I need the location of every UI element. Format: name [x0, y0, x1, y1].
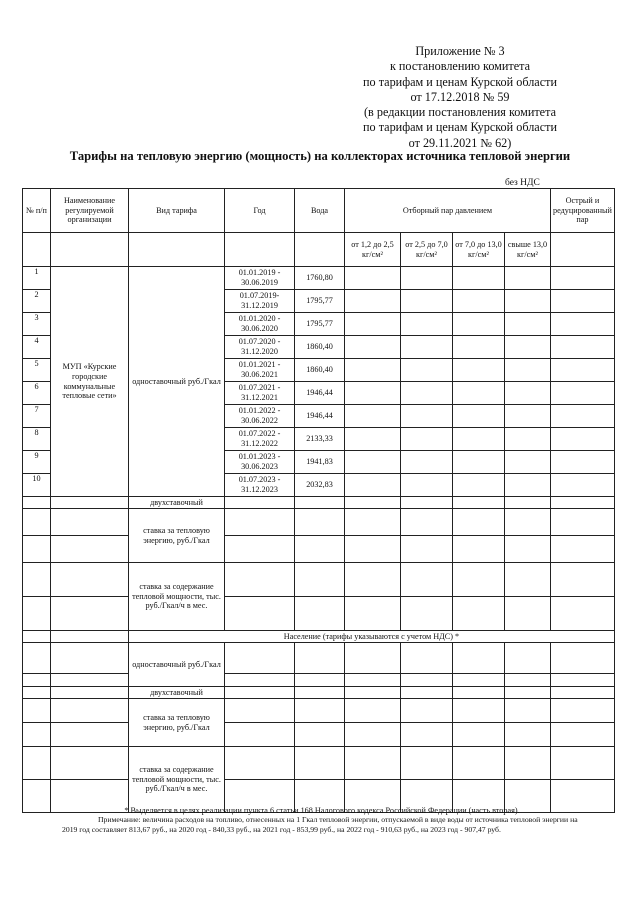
- header-line: по тарифам и ценам Курской области: [363, 120, 557, 135]
- row-water: 1941,83: [295, 451, 345, 474]
- organization-name: МУП «Курские городские коммунальные тепловые сети»: [51, 267, 129, 497]
- tariff-table: [22, 188, 615, 813]
- header-line: Приложение № 3: [415, 44, 505, 58]
- row-period: 01.01.2019 - 30.06.2019: [225, 267, 295, 290]
- document-title: Тарифы на тепловую энергию (мощность) на коллекторах источника тепловой энергии: [69, 149, 571, 163]
- row-water: 1946,44: [295, 405, 345, 428]
- col-header-steam-4: свыше 13,0 кг/см²: [505, 233, 551, 267]
- col-header-steam-1: от 1,2 до 2,5 кг/см²: [345, 233, 401, 267]
- appendix-header: [330, 44, 590, 151]
- pop-rate-energy: ставка за тепловую энергию, руб./Гкал: [129, 699, 225, 747]
- row-water: 1795,77: [295, 290, 345, 313]
- footnotes: [62, 806, 582, 834]
- rate-capacity: ставка за содержание тепловой мощности, тыс. руб./Гкал/ч в мес.: [129, 563, 225, 631]
- row-period: 01.07.2022 - 31.12.2022: [225, 428, 295, 451]
- row-number: 8: [23, 428, 51, 451]
- row-water: 2133,33: [295, 428, 345, 451]
- col-header-steam: Отборный пар давлением: [345, 189, 551, 233]
- col-header-sharp-steam: Острый и редуцированный пар: [551, 189, 615, 233]
- col-header-organization: Наименование регулируемой организации: [51, 189, 129, 233]
- row-number: 6: [23, 382, 51, 405]
- row-number: 4: [23, 336, 51, 359]
- row-number: 2: [23, 290, 51, 313]
- row-number: 9: [23, 451, 51, 474]
- header-line: от 17.12.2018 № 59: [410, 89, 510, 104]
- row-period: 01.01.2022 - 30.06.2022: [225, 405, 295, 428]
- row-water: 1760,80: [295, 267, 345, 290]
- row-water: 1860,40: [295, 336, 345, 359]
- col-header-year: Год: [225, 189, 295, 233]
- row-period: 01.01.2020 - 30.06.2020: [225, 313, 295, 336]
- tariff-single: одноставочный руб./Гкал: [129, 267, 225, 497]
- row-period: 01.01.2021 - 30.06.2021: [225, 359, 295, 382]
- row-number: 7: [23, 405, 51, 428]
- row-period: 01.07.2020 - 31.12.2020: [225, 336, 295, 359]
- tariff-two-part: двухставочный: [129, 497, 225, 509]
- row-water: 1860,40: [295, 359, 345, 382]
- row-period: 01.07.2021 - 31.12.2021: [225, 382, 295, 405]
- row-number: 1: [23, 267, 51, 290]
- row-number: 10: [23, 474, 51, 497]
- pop-tariff-single: одноставочный руб./Гкал: [129, 643, 225, 687]
- fuel-cost-remark: Примечание: величина расходов на топливо, отнесенных на 1 Гкал тепловой энергии, отпускаемой в виде воды от источника тепловой энергии на 2019 год составляет 813,67 руб., на 2020 год - 840,33 руб., на 2021 год - 853,99 руб., на 2022 год - 910,63 руб., на 2023 год - 907,47 руб.: [62, 815, 578, 834]
- row-water: 2032,83: [295, 474, 345, 497]
- pop-rate-capacity: ставка за содержание тепловой мощности, тыс. руб./Гкал/ч в мес.: [129, 747, 225, 813]
- col-header-steam-2: от 2,5 до 7,0 кг/см²: [401, 233, 453, 267]
- row-water: 1946,44: [295, 382, 345, 405]
- rate-energy: ставка за тепловую энергию, руб./Гкал: [129, 509, 225, 563]
- vat-footnote: * Выделяется в целях реализации пункта 6 статьи 168 Налогового кодекса Российской Федерации (часть вторая).: [124, 806, 520, 815]
- pop-tariff-two-part: двухставочный: [129, 687, 225, 699]
- row-water: 1795,77: [295, 313, 345, 336]
- row-period: 01.01.2023 - 30.06.2023: [225, 451, 295, 474]
- row-period: 01.07.2019- 31.12.2019: [225, 290, 295, 313]
- col-header-number: № п/п: [23, 189, 51, 233]
- row-number: 3: [23, 313, 51, 336]
- row-period: 01.07.2023 - 31.12.2023: [225, 474, 295, 497]
- row-number: 5: [23, 359, 51, 382]
- header-line: от 29.11.2021 № 62): [408, 135, 512, 150]
- col-header-steam-3: от 7,0 до 13,0 кг/см²: [453, 233, 505, 267]
- col-header-water: Вода: [295, 189, 345, 233]
- population-section: Население (тарифы указываются с учетом НДС) *: [129, 631, 615, 643]
- vat-note: без НДС: [505, 178, 540, 188]
- header-line: по тарифам и ценам Курской области: [363, 74, 557, 89]
- header-line: к постановлению комитета: [389, 59, 531, 74]
- col-header-tariff-type: Вид тарифа: [129, 189, 225, 233]
- header-line: (в редакции постановления комитета: [364, 105, 556, 120]
